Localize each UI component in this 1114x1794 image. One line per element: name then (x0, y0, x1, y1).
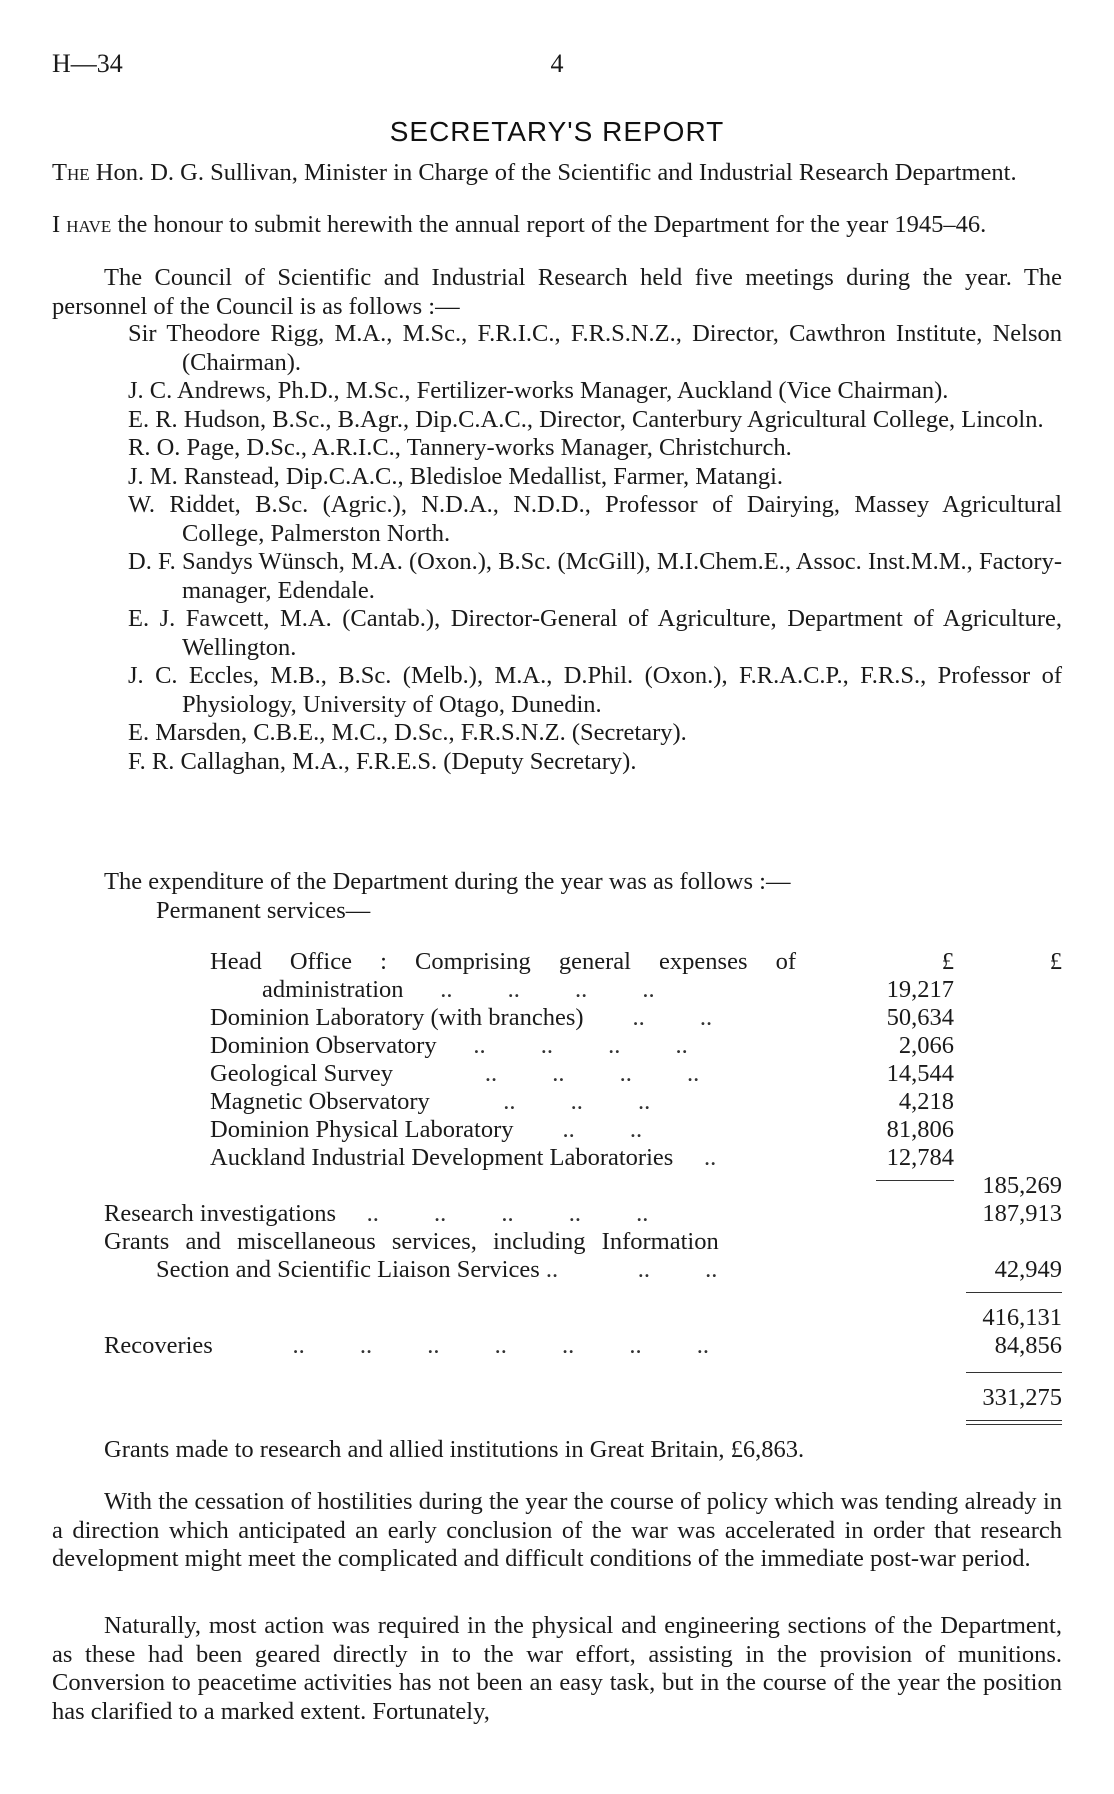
table-row: Recoveries .. .. .. .. .. .. .. (104, 1332, 709, 1359)
personnel-list (128, 320, 1062, 776)
head-office-amount: 19,217 (886, 976, 954, 1003)
head-office-line1 (210, 948, 860, 977)
grants-note: Grants made to research and allied institutions in Great Britain, £6,863. (104, 1436, 805, 1463)
head-office-label: Head Office : Comprising general expenses of (210, 948, 797, 975)
page-header (52, 50, 1062, 84)
body-paragraph: With the cessation of hostilities during the year the course of policy which was tending already in a direction which anticipated an early conclusion of the war was accelerated in order that research development might meet the complicated and difficult conditions of the immediate post-war period. (52, 1488, 1062, 1572)
leader-dots: .. .. .. .. (403, 976, 655, 1003)
personnel-entry: D. F. Sandys Wünsch, M.A. (Oxon.), B.Sc. (McGill), M.I.Chem.E., Assoc. Inst.M.M., Factory-manager, Edendale. (128, 548, 1062, 604)
permanent-services-total: 185,269 (982, 1172, 1062, 1199)
grants-amount: 42,949 (994, 1256, 1062, 1283)
grants-line1: Grants and miscellaneous services, including Information (104, 1228, 719, 1255)
council-paragraph: The Council of Scientific and Industrial Research held five meetings during the year. The personnel of the Council is as follows :— (52, 264, 1062, 320)
table-row: Magnetic Observatory .. .. .. (210, 1088, 651, 1115)
personnel-entry: R. O. Page, D.Sc., A.R.I.C., Tannery-works Manager, Christchurch. (128, 434, 792, 461)
net-total: 331,275 (982, 1384, 1062, 1411)
table-row: Research investigations .. .. .. .. .. (104, 1200, 649, 1227)
personnel-entry: E. Marsden, C.B.E., M.C., D.Sc., F.R.S.N.Z. (Secretary). (128, 719, 687, 746)
total-rule (966, 1372, 1062, 1373)
table-row: Dominion Physical Laboratory .. .. (210, 1116, 643, 1143)
total-rule (966, 1292, 1062, 1293)
row-amount: 2,066 (898, 1032, 954, 1059)
table-row: Dominion Laboratory (with branches) .. .. (210, 1004, 713, 1031)
expenditure-intro: The expenditure of the Department during the year was as follows :— (104, 868, 791, 895)
currency-symbol-col2: £ (1049, 948, 1062, 975)
address-rest: Minister in Charge of the Scientific and Industrial Research Department. (304, 159, 1017, 186)
address-name: Hon. D. G. Sullivan, (95, 159, 298, 186)
gross-total: 416,131 (982, 1304, 1062, 1331)
row-amount: 50,634 (886, 1004, 954, 1031)
intro-rest: the honour to submit herewith the annual report of the Department for the year 1945–46. (117, 211, 987, 238)
page-number: 4 (550, 49, 564, 78)
personnel-entry: J. M. Ranstead, Dip.C.A.C., Bledisloe Medallist, Farmer, Matangi. (128, 462, 784, 490)
research-amount: 187,913 (982, 1200, 1062, 1227)
address-salutation: The (52, 159, 90, 186)
address-paragraph (52, 159, 1114, 188)
grants-line2: Section and Scientific Liaison Services .. .. .. (156, 1256, 718, 1283)
double-rule-bottom (966, 1424, 1062, 1425)
personnel-entry: F. R. Callaghan, M.A., F.R.E.S. (Deputy Secretary). (128, 747, 637, 775)
table-row: Dominion Observatory .. .. .. .. (210, 1032, 688, 1059)
head-office-line2: administration .. .. .. .. (262, 976, 655, 1003)
row-amount: 14,544 (886, 1060, 954, 1087)
currency-symbol-col1: £ (941, 948, 954, 975)
intro-lead: I have (52, 211, 112, 238)
personnel-entry: Sir Theodore Rigg, M.A., M.Sc., F.R.I.C., F.R.S.N.Z., Director, Cawthron Institute, Nelson (Chairman). (128, 320, 1062, 376)
table-row: Auckland Industrial Development Laboratories .. (210, 1144, 717, 1171)
row-amount: 4,218 (898, 1088, 954, 1115)
intro-paragraph (52, 211, 1062, 240)
row-amount: 81,806 (886, 1116, 954, 1143)
recoveries-amount: 84,856 (994, 1332, 1062, 1359)
personnel-entry: J. C. Eccles, M.B., B.Sc. (Melb.), M.A., D.Phil. (Oxon.), F.R.A.C.P., F.R.S., Professor of Physiology, University of Otago, Dunedin. (128, 662, 1062, 718)
row-amount: 12,784 (886, 1144, 954, 1171)
personnel-entry: E. R. Hudson, B.Sc., B.Agr., Dip.C.A.C., Director, Canterbury Agricultural College, Lincoln. (128, 405, 1044, 433)
table-row: Geological Survey .. .. .. .. (210, 1060, 700, 1087)
page-title: SECRETARY'S REPORT (389, 116, 725, 147)
double-rule-top (966, 1420, 1062, 1421)
personnel-entry: W. Riddet, B.Sc. (Agric.), N.D.A., N.D.D., Professor of Dairying, Massey Agricultural College, Palmerston North. (128, 491, 1062, 547)
document-reference: H—34 (52, 49, 123, 78)
permanent-services-label: Permanent services— (156, 897, 371, 924)
personnel-entry: J. C. Andrews, Ph.D., M.Sc., Fertilizer-works Manager, Auckland (Vice Chairman). (128, 377, 949, 404)
body-paragraph: Naturally, most action was required in the physical and engineering sections of the Department, as these had been geared directly in to the war effort, assisting in the provision of munitions. Conversion to peacetime activities has not been an easy task, but in the course of the year the position has clarified to a marked extent. Fortunately, (52, 1612, 1062, 1725)
personnel-entry: E. J. Fawcett, M.A. (Cantab.), Director-General of Agriculture, Department of Agriculture, Wellington. (128, 605, 1062, 661)
